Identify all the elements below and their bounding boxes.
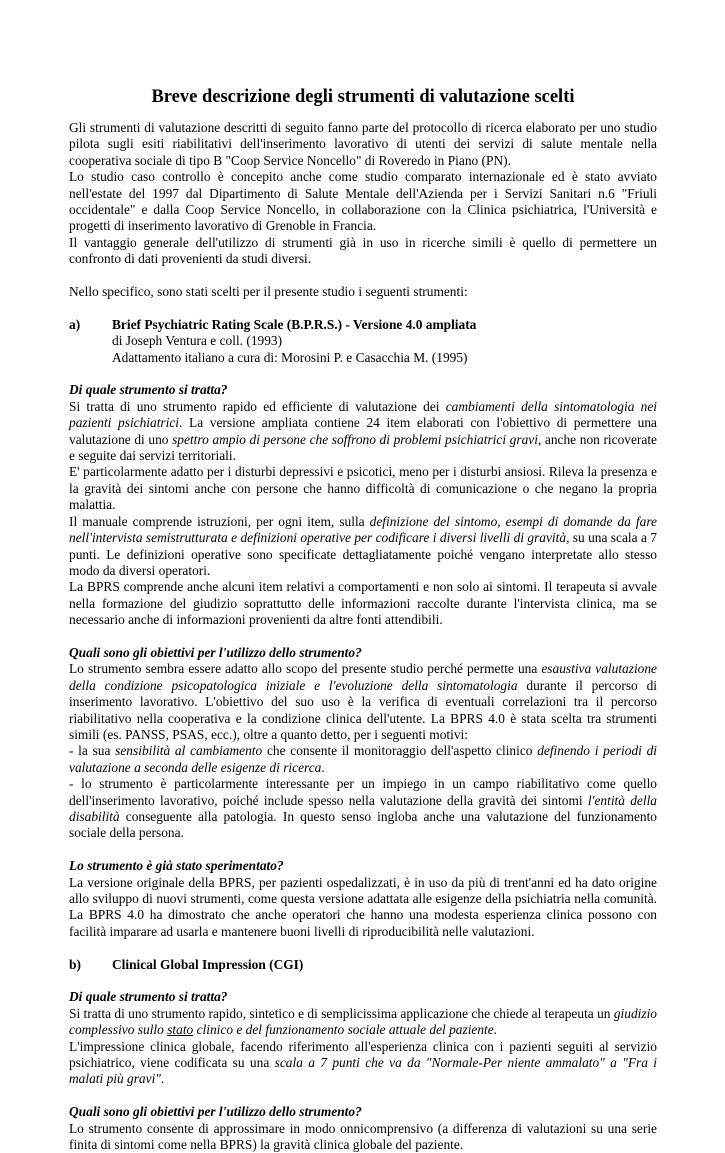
spacer <box>69 842 657 858</box>
spacer <box>69 973 657 989</box>
intro-paragraph <box>69 169 657 235</box>
italic-text: scala a 7 punti che va da "Normale-Per niente ammalato" a "Fra i malati più gravi" <box>69 1055 658 1087</box>
body-paragraph <box>69 776 657 842</box>
text-run: - la sua <box>69 743 116 759</box>
text-run: , su una scala a 7 punti. Le definizioni operative sono specificate dettagliatamente poiché vengano interpretate allo stesso modo da diversi operatori. <box>69 530 657 578</box>
section-heading <box>69 317 657 333</box>
question-heading: Di quale strumento si tratta? <box>69 382 228 398</box>
italic-text: giudizio complessivo sullo <box>69 1005 657 1038</box>
section-subline: di Joseph Ventura e coll. (1993) <box>112 333 283 349</box>
body-paragraph <box>69 514 657 580</box>
body-paragraph <box>69 399 657 465</box>
section-label: b) <box>69 956 81 972</box>
body-paragraph <box>69 1121 657 1153</box>
text-run: E' particolarmente adatto per i disturbi depressivi e psicotici, meno per i disturbi ansiosi. Rileva la presenza e la gravità dei sintomi anche con persone che hanno difficoltà di comunicazione o che negano la propria malattia. <box>69 464 657 513</box>
text-run: , anche non ricoverate e seguite dai servizi territoriali. <box>69 431 657 464</box>
section-label: a) <box>69 316 81 332</box>
body-paragraph <box>69 579 657 628</box>
instrument-sections <box>69 300 657 1153</box>
question-heading: Quali sono gli obiettivi per l'utilizzo dello strumento? <box>69 1104 362 1120</box>
section-title: Brief Psychiatric Rating Scale (B.P.R.S.) - Versione 4.0 ampliata <box>112 316 477 332</box>
spacer <box>69 1088 657 1104</box>
question-heading: Quali sono gli obiettivi per l'utilizzo dello strumento? <box>69 644 362 660</box>
italic-text: definizione del sintomo, esempi di domande da fare nell'intervista semistrutturata e definizioni operative per codificare i diversi livelli di gravità <box>69 513 657 546</box>
intro-paragraph <box>69 120 657 169</box>
lead-paragraph: Nello specifico, sono stati scelti per il presente studio i seguenti strumenti: <box>69 284 468 300</box>
question-heading: Di quale strumento si tratta? <box>69 989 228 1005</box>
intro-section <box>69 120 657 268</box>
italic-text: sensibilità al cambiamento <box>115 743 263 759</box>
text-run: Lo studio caso controllo è concepito anche come studio comparato internazionale ed è stato avviato nell'estate del 1997 dal Dipartimento di Salute Mentale dell'Azienda per i Servizi Sanitari n.6 "Friuli occidentale" e dalla Coop Service Noncello, in collaborazione con la Clinica psichiatrica, l'Università e progetti di inserimento lavorativo di Grenoble in Francia. <box>69 169 657 234</box>
text-run: - lo strumento è particolarmente interessante per un impiego in un campo riabilitativo come quello dell'inserimento lavorativo, poiché include spesso nella valutazione della gravità dei sintomi <box>69 776 657 808</box>
italic-text: spettro ampio di persone che soffrono di problemi psichiatrici gravi <box>172 431 538 447</box>
spacer <box>69 300 657 316</box>
body-paragraph <box>69 661 657 743</box>
body-paragraph <box>69 875 657 941</box>
text-run: Gli strumenti di valutazione descritti di seguito fanno parte del protocollo di ricerca elaborato per uno studio pilota sugli esiti riabilitativi dell'inserimento lavorativo di utenti dei servizi di salute mentale nella cooperativa sociale di tipo B "Coop Service Noncello" di Roveredo in Piano (PN). <box>69 120 657 168</box>
text-run: . <box>321 759 325 775</box>
text-run: conseguente alla patologia. In questo senso ingloba anche una valutazione del funzionamento sociale della persona. <box>69 809 657 841</box>
text-run: Si tratta di uno strumento rapido ed efficiente di valutazione dei <box>69 398 446 414</box>
body-paragraph <box>69 464 657 513</box>
text-run: La versione originale della BPRS, per pazienti ospedalizzati, è in uso da più di trent'anni ed ha dato origine allo sviluppo di nuovi strumenti, come questa versione adattata alle esigenze della psichiatria nella comunità. La BPRS 4.0 ha dimostrato che anche operatori che hanno una modesta esperienza clinica possono con facilità imparare ad usarla e mantenere buoni livelli di riproducibilità nelle valutazioni. <box>69 874 657 939</box>
body-paragraph <box>69 1039 657 1088</box>
spacer <box>69 629 657 645</box>
italic-text: l'entità della disabilità <box>69 792 657 824</box>
text-run: durante il percorso di inserimento lavorativo. L'obiettivo del suo uso è la verifica di eventuali correlazioni tra il percorso riabilitativo nella cooperativa e la condizione clinica dell'utente. La BPRS 4.0 è stata scelta tra strumenti simili (es. PANSS, PSAS, ecc.), oltre a quanto detto, per i seguenti motivi: <box>69 677 657 742</box>
text-run: che consente il monitoraggio dell'aspetto clinico <box>262 743 538 759</box>
text-run: . La versione ampliata contiene 24 item elaborati con l'obiettivo di permettere una valutazione di uno <box>69 415 657 447</box>
body-paragraph <box>69 743 657 776</box>
document-title: Breve descrizione degli strumenti di valutazione scelti <box>151 87 575 107</box>
text-run: Lo strumento consente di approssimare in modo onnicomprensivo (a differenza di valutazioni su una serie finita di sintomi come nella BPRS) la gravità clinica globale del paziente. <box>69 1120 657 1153</box>
text-run: Lo strumento sembra essere adatto allo scopo del presente studio perché permette una <box>69 661 542 677</box>
intro-paragraph <box>69 235 657 268</box>
text-run: La BPRS comprende anche alcuni item relativi a comportamenti e non solo ai sintomi. Il terapeuta si avvale nella formazione del giudizio soprattutto delle informazioni raccolte durante l'intervista clinica, ma se necessario anche di informazioni provenienti da altre fonti attendibili. <box>69 579 657 628</box>
text-run: Il vantaggio generale dell'utilizzo di strumenti già in uso in ricerche simili è quello di permettere un confronto di dati provenienti da studi diversi. <box>69 234 657 267</box>
document-page <box>69 86 657 1153</box>
text-run: . <box>160 1071 165 1087</box>
spacer <box>69 268 657 284</box>
spacer <box>69 940 657 956</box>
section-title: Clinical Global Impression (CGI) <box>112 956 304 972</box>
italic-text: stato <box>167 1022 194 1038</box>
text-run: Il manuale comprende istruzioni, per ogni item, sulla <box>69 513 370 529</box>
text-run: Si tratta di uno strumento rapido, sintetico e di semplicissima applicazione che chiede al terapeuta un <box>69 1005 614 1021</box>
question-heading: Lo strumento è già stato sperimentato? <box>69 858 284 874</box>
text-run: L'impressione clinica globale, facendo riferimento all'esperienza clinica con i pazienti seguiti al servizio psichiatrico, viene codificata su una <box>69 1038 657 1071</box>
spacer <box>69 366 657 382</box>
italic-text: esaustiva valutazione della condizione psicopatologica iniziale e l'evoluzione della sintomatologia <box>69 661 658 693</box>
italic-text: cambiamenti della sintomatologia nei pazienti psichiatrici <box>69 398 657 431</box>
section-subline: Adattamento italiano a cura di: Morosini P. e Casacchia M. (1995) <box>112 349 468 365</box>
body-paragraph <box>69 1006 657 1039</box>
section-heading <box>69 957 657 973</box>
italic-text: clinico e del funzionamento sociale attuale del paziente. <box>193 1022 498 1038</box>
italic-text: definendo i periodi di valutazione a seconda delle esigenze di ricerca <box>69 743 657 775</box>
